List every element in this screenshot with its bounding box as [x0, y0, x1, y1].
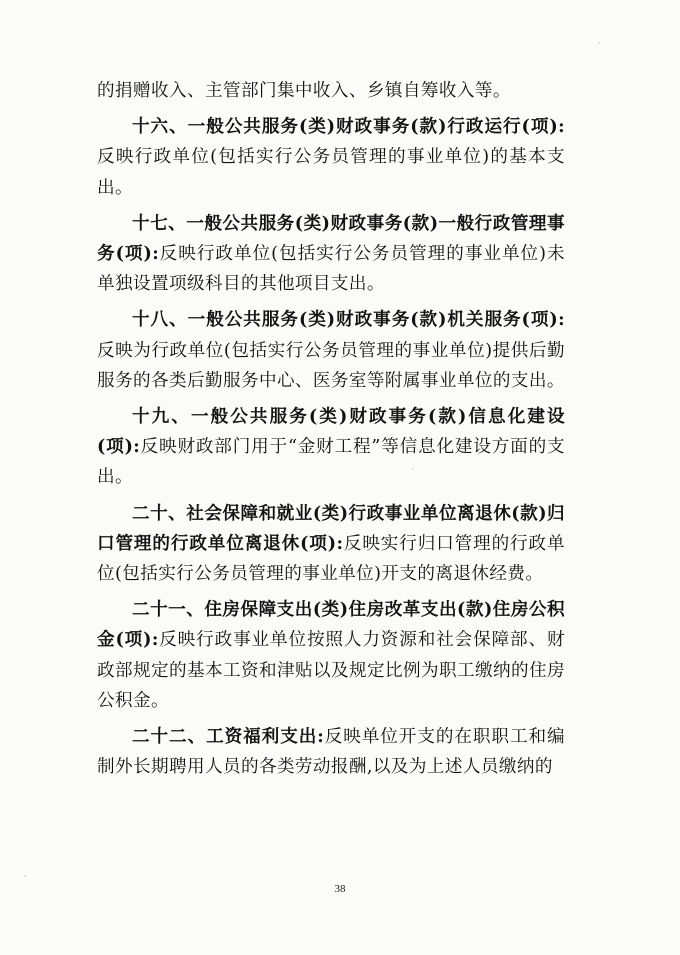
document-body — [97, 76, 565, 788]
item-paragraph-19 — [97, 402, 565, 493]
item-heading-19: 十九、一般公共服务(类)财政事务(款)信息化建设(项): — [97, 406, 565, 458]
item-body-21: 反映行政事业单位按照人力资源和社会保障部、财政部规定的基本工资和津贴以及规定比例为职工缴纳的住房公积金。 — [97, 630, 565, 711]
item-body-22: 反映单位开支的在职职工和编制外长期聘用人员的各类劳动报酬,以及为上述人员缴纳的 — [97, 727, 565, 778]
intro-paragraph: 的捐赠收入、主管部门集中收入、乡镇自筹收入等。 — [97, 81, 511, 101]
scan-speck — [24, 875, 26, 877]
item-paragraph-22 — [97, 722, 565, 782]
item-body-20: 反映实行归口管理的行政单位(包括实行公务员管理的事业单位)开支的离退休经费。 — [97, 533, 565, 585]
item-paragraph-21 — [97, 595, 565, 716]
item-body-17: 反映行政单位(包括实行公务员管理的事业单位)未单独设置项级科目的其他项目支出。 — [97, 244, 565, 295]
scan-speck — [598, 42, 600, 44]
item-heading-17: 十七、一般公共服务(类)财政事务(款)一般行政管理事务(项): — [97, 212, 565, 265]
item-heading-20: 二十、社会保障和就业(类)行政事业单位离退休(款)归口管理的行政单位离退休(项): — [97, 502, 565, 554]
item-heading-22: 二十二、工资福利支出: — [132, 726, 325, 748]
item-paragraph-20 — [97, 499, 565, 590]
item-paragraph-18 — [97, 305, 565, 396]
item-body-16: 反映行政单位(包括实行公务员管理的事业单位)的基本支出。 — [97, 147, 565, 198]
item-paragraph-17 — [97, 209, 565, 300]
page-number: 38 — [334, 883, 346, 895]
item-body-18: 反映为行政单位(包括实行公务员管理的事业单位)提供后勤服务的各类后勤服务中心、医务室等附属事业单位的支出。 — [97, 340, 565, 391]
scan-speck — [412, 468, 414, 470]
item-body-19: 反映财政部门用于“金财工程”等信息化建设方面的支出。 — [97, 437, 565, 488]
item-heading-16: 十六、一般公共服务(类)财政事务(款)行政运行(项): — [132, 116, 565, 138]
item-paragraph-16 — [97, 112, 565, 203]
item-heading-21: 二十一、住房保障支出(类)住房改革支出(款)住房公积金(项): — [97, 599, 565, 651]
item-heading-18: 十八、一般公共服务(类)财政事务(款)机关服务(项): — [132, 309, 565, 331]
